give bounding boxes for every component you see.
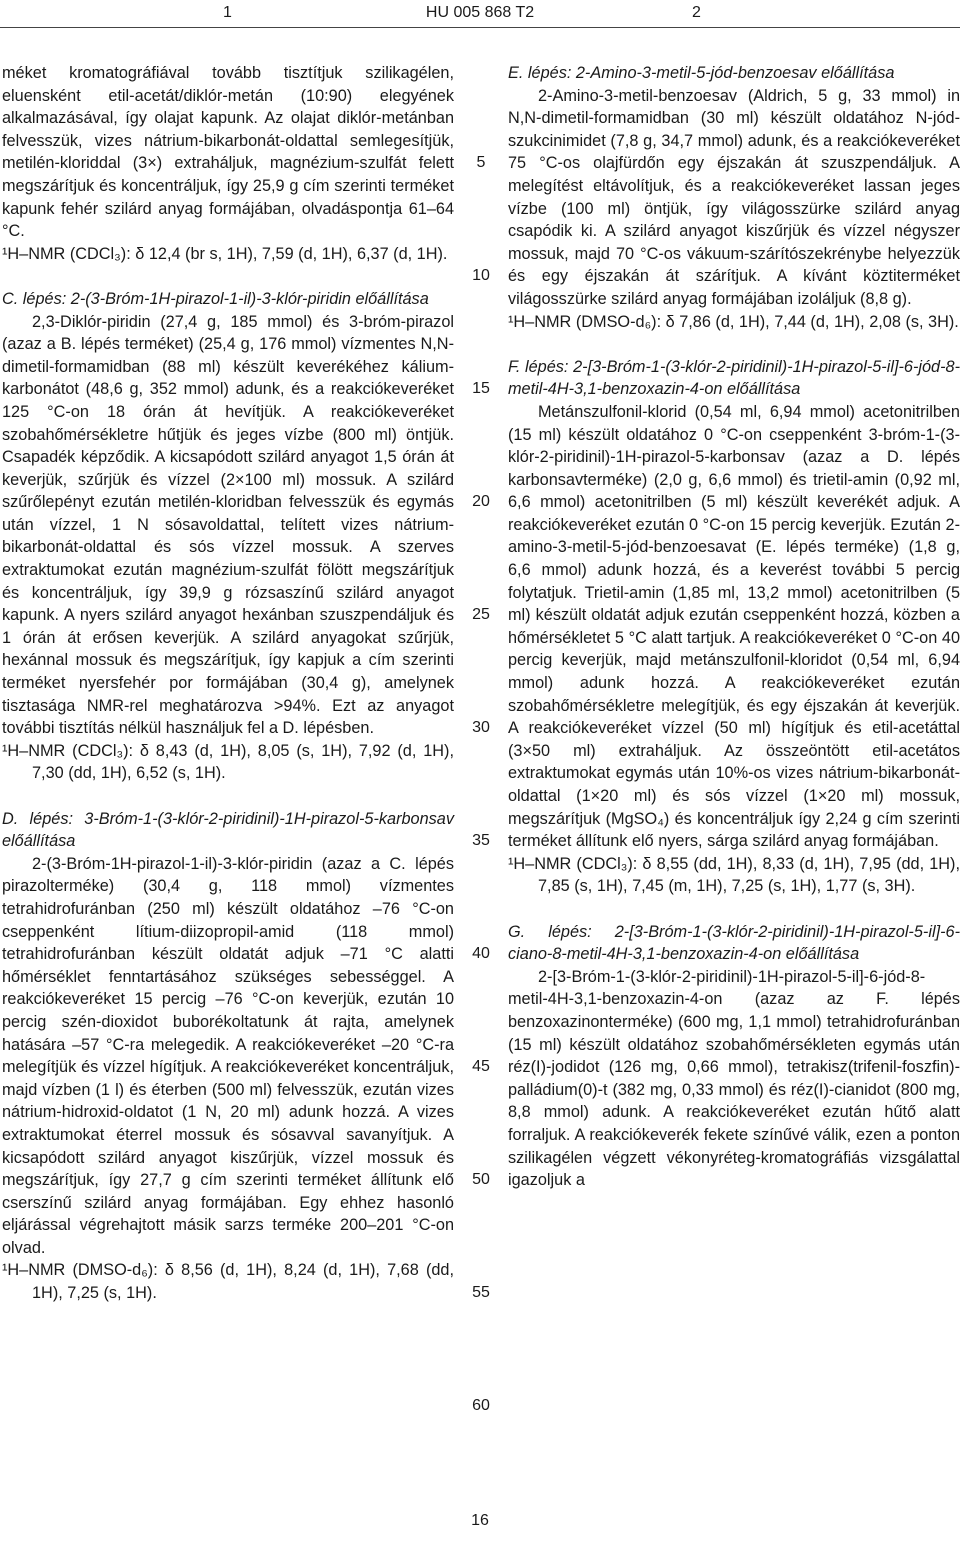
line-number: 45 xyxy=(472,1058,490,1075)
page-number-right: 2 xyxy=(692,4,701,21)
spacer xyxy=(2,265,454,288)
step-d-heading: D. lépés: 3-Bróm-1-(3-klór-2-piridinil)-1H-pirazol-5-karbonsav előállítása xyxy=(2,809,454,851)
header-rule xyxy=(0,27,960,28)
patent-number: HU 005 868 T2 xyxy=(425,4,535,21)
left-column xyxy=(2,62,454,1305)
line-number: 35 xyxy=(472,832,490,849)
line-number: 25 xyxy=(472,606,490,623)
line-number: 15 xyxy=(472,380,490,397)
spacer xyxy=(508,333,960,356)
page-footer xyxy=(0,1512,960,1530)
step-f-heading: F. lépés: 2-[3-Bróm-1-(3-klór-2-piridinil)-1H-pirazol-5-il]-6-jód-8-metil-4H-3,1-benzoxazin-4-on előállítása xyxy=(508,357,960,399)
spacer xyxy=(508,898,960,921)
line-number: 60 xyxy=(472,1397,490,1414)
step-f-body: Metánszulfonil-klorid (0,54 ml, 6,94 mmol) acetonitrilben (15 ml) készült oldatához 0 °C-on cseppenként 3-bróm-1-(3-klór-2-piridinil)-1H-pirazol-5-karbonsav (azaz a D. lépés karbonsavterméke) (2,0 g, 6,6 mmol) és trietil-amin (0,92 ml, 6,6 mmol) acetonitrilben (5 ml) készült keverékét adjuk. A reakciókeveréket ezután 0 °C-on 15 percig keverjük. Ezután 2-amino-3-metil-5-jód-benzoesavat (E. lépés terméke) (1,8 g, 6,6 mmol) adunk hozzá, és a keverést további 5 percig folytatjuk. Trietil-amin (1,85 ml, 13,2 mmol) acetonitrilben (5 ml) készült oldatát adjuk ezután cseppenként hozzá, közben a hőmérsékletet 5 °C alatt tartjuk. A reakciókeveréket 0 °C-on 40 percig keverjük, majd metánszulfonil-kloridot (0,54 ml, 6,94 mmol) adunk hozzá. A reakciókeveréket ezután szobahőmérsékletre melegítjük, és egy éjszakán át keverjük. A reakciókeveréket vízzel (50 ml) hígítjuk és etil-acetáttal (3×50 ml) extraháljuk. Az összeöntött etil-acetátos extraktumokat egymás után 10%-os vizes nátrium-bikarbonát-oldattal (1×20 ml) és sós vízzel (1×20 ml) mossuk, megszárítjuk (MgSO₄) és koncentráljuk így 2,24 g cím szerinti terméket állítunk elő nyers, sárga szilárd anyag formájában. xyxy=(508,402,960,851)
footer-page-number: 16 xyxy=(471,1512,489,1529)
line-number: 40 xyxy=(472,945,490,962)
nmr-data-1: ¹H–NMR (CDCl₃): δ 12,4 (br s, 1H), 7,59 (d, 1H), 6,37 (d, 1H). xyxy=(2,244,448,263)
nmr-data-2: ¹H–NMR (CDCl₃): δ 8,43 (d, 1H), 8,05 (s, 1H), 7,92 (d, 1H), 7,30 (dd, 1H), 6,52 (s, 1H). xyxy=(2,741,454,783)
paragraph-intro: méket kromatográfiával tovább tisztítjuk szilikagélen, eluensként etil-acetát/diklór-metán (10:90) elegyének alkalmazásával, így olajat kapunk. Az olajat diklór-metánban felvesszük, vizes nátrium-bikarbonát-oldattal semlegesítjük, metilén-kloriddal (3×) extraháljuk, magnézium-szulfát felett megszárítjuk és koncentráljuk, így 25,9 g cím szerinti terméket kapunk fehér szilárd anyag formájában, olvadáspontja 61–64 °C. xyxy=(2,64,454,241)
page-number-left: 1 xyxy=(223,4,232,21)
nmr-data-4: ¹H–NMR (DMSO-d₆): δ 7,86 (d, 1H), 7,44 (d, 1H), 2,08 (s, 3H). xyxy=(508,312,959,331)
line-number: 30 xyxy=(472,719,490,736)
nmr-data-3: ¹H–NMR (DMSO-d₆): δ 8,56 (d, 1H), 8,24 (d, 1H), 7,68 (dd, 1H), 7,25 (s, 1H). xyxy=(2,1261,454,1303)
line-number: 10 xyxy=(472,267,490,284)
step-c-heading: C. lépés: 2-(3-Bróm-1H-pirazol-1-il)-3-klór-piridin előállítása xyxy=(2,289,429,308)
step-e-heading: E. lépés: 2-Amino-3-metil-5-jód-benzoesav előállítása xyxy=(508,64,895,82)
line-number: 20 xyxy=(472,493,490,510)
step-g-heading: G. lépés: 2-[3-Bróm-1-(3-klór-2-piridinil)-1H-pirazol-5-il]-6-ciano-8-metil-4H-3,1-benzoxazin-4-on előállítása xyxy=(508,922,960,964)
page-header xyxy=(0,0,960,26)
nmr-data-5: ¹H–NMR (CDCl₃): δ 8,55 (dd, 1H), 8,33 (d, 1H), 7,95 (dd, 1H), 7,85 (s, 1H), 7,45 (m, 1H), 7,25 (s, 1H), 1,77 (s, 3H). xyxy=(508,854,960,896)
step-c-body: 2,3-Diklór-piridin (27,4 g, 185 mmol) és 3-bróm-pirazol (azaz a B. lépés terméket) (25,4 g, 176 mmol) vízmentes N,N-dimetil-formamidban (88 ml) készült keverékéhez kálium-karbonátot (48,6 g, 352 mmol) adunk, és a reakciókeveréket 125 °C-on 18 órán át hevítjük. A reakciókeveréket szobahőmérsékletre hűtjük és jeges vízbe (800 ml) öntjük. Csapadék képződik. A kicsapódott szilárd anyagot 1,5 órán át keverjük, szűrjük és vízzel (2×100 ml) mossuk. A szilárd szűrőlepényt ezután metilén-kloridban felvesszük és egymás után vízzel, 1 N sósavoldattal, telített vizes nátrium-bikarbonát-oldattal és sós vízzel mossuk. A szerves extraktumokat ezután magnézium-szulfát fölött megszárítjuk és koncentráljuk, így 39,9 g rózsaszínű szilárd anyagot kapunk. A nyers szilárd anyagot hexánban szuszpendáljuk és 1 órán át erősen keverjük. A szilárd anyagokat szűrjük, hexánnal mossuk és megszárítjuk, így kapjuk a cím szerinti terméket nyersfehér por formájában (30,4 g), amelynek tisztasága NMR-rel meghatározva >94%. Ezt az anyagot további tisztítás nélkül használjuk fel a D. lépésben. xyxy=(2,312,454,738)
step-d-body: 2-(3-Bróm-1H-pirazol-1-il)-3-klór-piridin (azaz a C. lépés pirazolterméke) (30,4 g, 118 mmol) vízmentes tetrahidrofuránban (250 ml) készült oldatához –76 °C-on cseppenként lítium-diizopropil-amid (118 mmol) tetrahidrofuránban készült oldatát adjuk –71 °C alatti hőmérséklet fenntartásához szükséges sebességgel. A reakciókeveréket 15 percig –76 °C-on keverjük, ezután 10 percig szén-dioxidot buborékoltatunk át rajta, amelynek hatására –57 °C-ra melegedik. A reakciókeveréket –20 °C-ra melegítjük és vízzel hígítjuk. A reakciókeveréket koncentráljuk, majd vízben (1 l) és éterben (500 ml) felvesszük, ezután vizes nátrium-hidroxid-oldatot (1 N, 20 ml) adunk hozzá. A vizes extraktumokat éterrel mossuk és sósavval savanyítjuk. A kicsapódott szilárd anyagot kiszűrjük, vízzel mossuk és megszárítjuk, így 27,7 g cím szerinti terméket állítunk elő cserszínű szilárd anyag formájában. Egy ehhez hasonló eljárással végrehajtott másik sarzs terméke 200–201 °C-on olvad. xyxy=(2,854,454,1257)
step-e-body: 2-Amino-3-metil-benzoesav (Aldrich, 5 g, 33 mmol) in N,N-dimetil-formamidban (30 ml) készült oldatához N-jód-szukcinimidet (7,8 g, 34,7 mmol) adunk, és a reakciókeveréket 75 °C-os olajfürdőn egy éjszakán át szuszpendáljuk. A melegítést eltávolítjuk, és a reakciókeveréket lassan jeges vízbe (100 ml) öntjük, így világosszürke szilárd anyag csapódik ki. A szilárd anyagot kiszűrjük és vízzel négyszer mossuk, majd 70 °C-os vákuum-szárítószekrénybe helyezzük és egy éjszakán át szárítjuk. A kívánt köztiterméket világosszürke szilárd anyag formájában izoláljuk (8,8 g). xyxy=(508,86,960,308)
line-number: 5 xyxy=(476,154,486,171)
spacer xyxy=(2,785,454,808)
line-number: 55 xyxy=(472,1284,490,1301)
right-column xyxy=(508,62,960,1192)
step-g-body: 2-[3-Bróm-1-(3-klór-2-piridinil)-1H-pirazol-5-il]-6-jód-8-metil-4H-3,1-benzoxazin-4-on (azaz az F. lépés benzoxazinonterméke) (600 mg, 1,1 mmol) tetrahidrofuránban (15 ml) készült oldatához szobahőmérsékleten egymás után réz(I)-jodidot (126 mg, 0,66 mmol), tetrakisz(trifenil-foszfin)-palládium(0)-t (382 mg, 0,33 mmol) és réz(I)-cianidot (800 mg, 8,8 mmol) adunk. A reakciókeveréket ezután hűtő alatt forraljuk. A reakciókeverék fekete színűvé válik, ezen a ponton szilikagélen végzett vékonyréteg-kromatográfiás vizsgálattal igazoljuk a xyxy=(508,967,960,1190)
line-number: 50 xyxy=(472,1171,490,1188)
